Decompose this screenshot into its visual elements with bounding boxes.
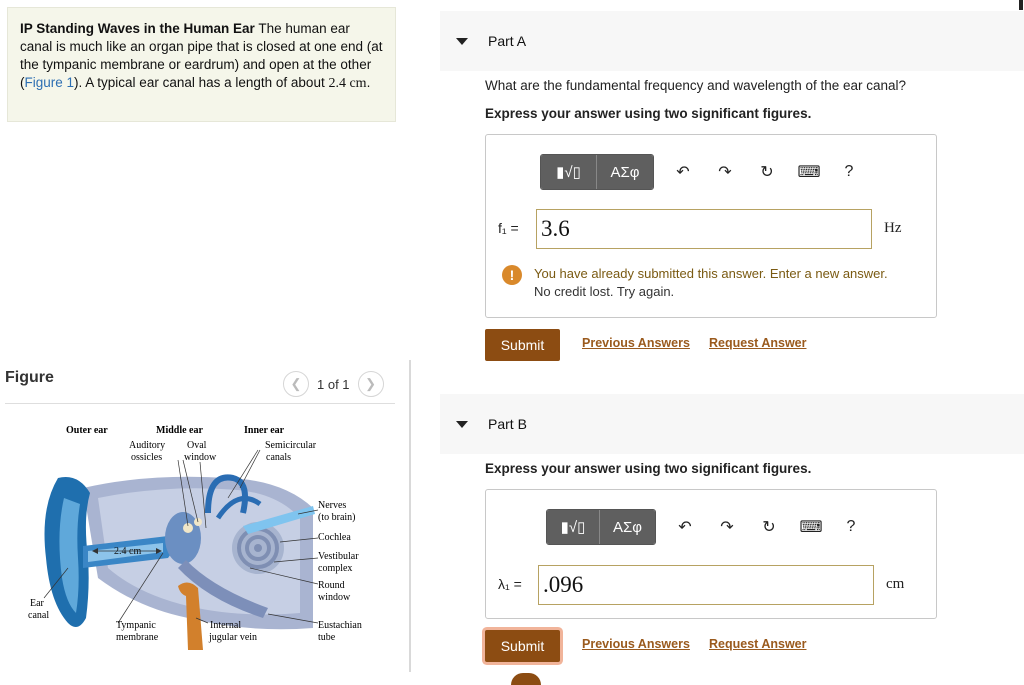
frequency-input[interactable]: 3.6 [536,209,872,249]
label-vestibular: Vestibular [318,551,359,562]
greek-symbols-button[interactable]: ΑΣφ [596,155,653,189]
part-a-header[interactable] [440,11,1024,71]
length-value: 2.4 cm [328,76,367,91]
undo-icon[interactable]: ↶ [676,164,690,181]
template-group [546,509,656,545]
label-jugular-vein: jugular vein [209,632,258,643]
label-membrane: membrane [116,632,159,643]
problem-text: The human ear canal is much like an organ pipe that is closed at one end (at the tympanic membrane or eardrum) and open at the other ( [20,21,383,90]
help-icon[interactable]: ? [846,518,856,535]
figure-title: Figure [5,369,54,386]
label-ossicles: ossicles [131,452,163,463]
warning-message [502,265,888,301]
problem-statement [7,7,396,122]
unit-hz: Hz [884,220,902,236]
figure-pager [283,371,384,397]
problem-title: IP Standing Waves in the Human Ear [20,21,255,36]
figure-divider [5,403,395,404]
partial-button-stub [511,673,541,685]
pager-text: 1 of 1 [317,376,350,392]
label-middle-ear: Middle ear [156,425,203,436]
label-auditory: Auditory [129,440,166,451]
label-length: 2.4 cm [114,546,142,557]
label-ear-canal: canal [28,610,50,621]
redo-icon[interactable]: ↷ [720,519,734,536]
math-toolbar [540,154,866,190]
label-tympanic: Tympanic [116,620,156,631]
collapse-triangle-icon[interactable] [456,38,468,45]
problem-text-3: . [366,75,371,90]
help-icon[interactable]: ? [844,163,854,180]
part-b-request-answer-link[interactable]: Request Answer [709,637,807,651]
templates-button[interactable]: ▮√▯ [547,510,599,544]
answer-label-f1: f₁ = [498,220,519,236]
label-ear: Ear [30,598,44,609]
label-outer-ear: Outer ear [66,425,108,436]
label-canals: canals [266,452,291,463]
label-eustachian: Eustachian [318,620,362,631]
label-tube: tube [318,632,336,643]
label-oval-window: window [184,452,217,463]
undo-icon[interactable]: ↶ [678,519,692,536]
part-a-question: What are the fundamental frequency and wavelength of the ear canal? [485,78,907,93]
label-oval: Oval [187,440,207,451]
column-divider [409,360,411,672]
label-semicircular: Semicircular [265,440,317,451]
greek-symbols-button[interactable]: ΑΣφ [599,510,655,544]
label-round-window: window [318,592,351,603]
redo-icon[interactable]: ↷ [718,164,732,181]
math-toolbar [546,509,868,545]
label-inner-ear: Inner ear [244,425,285,436]
figure-link[interactable]: Figure 1 [24,75,75,90]
keyboard-icon[interactable]: ⌨ [797,164,821,181]
part-a-request-answer-link[interactable]: Request Answer [709,336,807,350]
part-b-header[interactable] [440,394,1024,454]
template-group [540,154,654,190]
reset-icon[interactable]: ↻ [760,164,774,181]
keyboard-icon[interactable]: ⌨ [799,519,823,536]
alert-icon: ! [502,265,522,285]
part-b-submit-button[interactable]: Submit [485,630,560,662]
part-b-label: Part B [488,416,527,432]
part-a-previous-answers-link[interactable]: Previous Answers [582,336,690,350]
templates-button[interactable]: ▮√▯ [541,155,596,189]
part-a-label: Part A [488,33,527,49]
part-b-instruction: Express your answer using two significant figures. [485,461,812,476]
chevron-right-icon[interactable]: ❯ [358,371,384,397]
label-internal: Internal [210,620,242,631]
corner-marker [1019,0,1023,10]
ear-diagram [28,418,373,663]
label-nerves: Nerves [318,500,347,511]
chevron-left-icon[interactable]: ❮ [283,371,309,397]
part-a-instruction: Express your answer using two significant figures. [485,106,812,121]
wavelength-input[interactable]: .096 [538,565,874,605]
problem-text-2: ). A typical ear canal has a length of about [74,75,325,90]
part-b-previous-answers-link[interactable]: Previous Answers [582,637,690,651]
part-a-submit-button[interactable]: Submit [485,329,560,361]
label-cochlea: Cochlea [318,532,351,543]
label-round: Round [318,580,345,591]
warning-text-1: You have already submitted this answer. Enter a new answer. [534,266,888,281]
label-complex: complex [318,563,353,574]
collapse-triangle-icon[interactable] [456,421,468,428]
part-a-answer-box [485,134,937,318]
unit-cm: cm [886,576,905,592]
warning-text-2: No credit lost. Try again. [534,284,675,299]
label-to-brain: (to brain) [318,512,356,523]
part-b-answer-box [485,489,937,619]
answer-label-lambda1: λ₁ = [498,576,522,592]
reset-icon[interactable]: ↻ [762,519,776,536]
